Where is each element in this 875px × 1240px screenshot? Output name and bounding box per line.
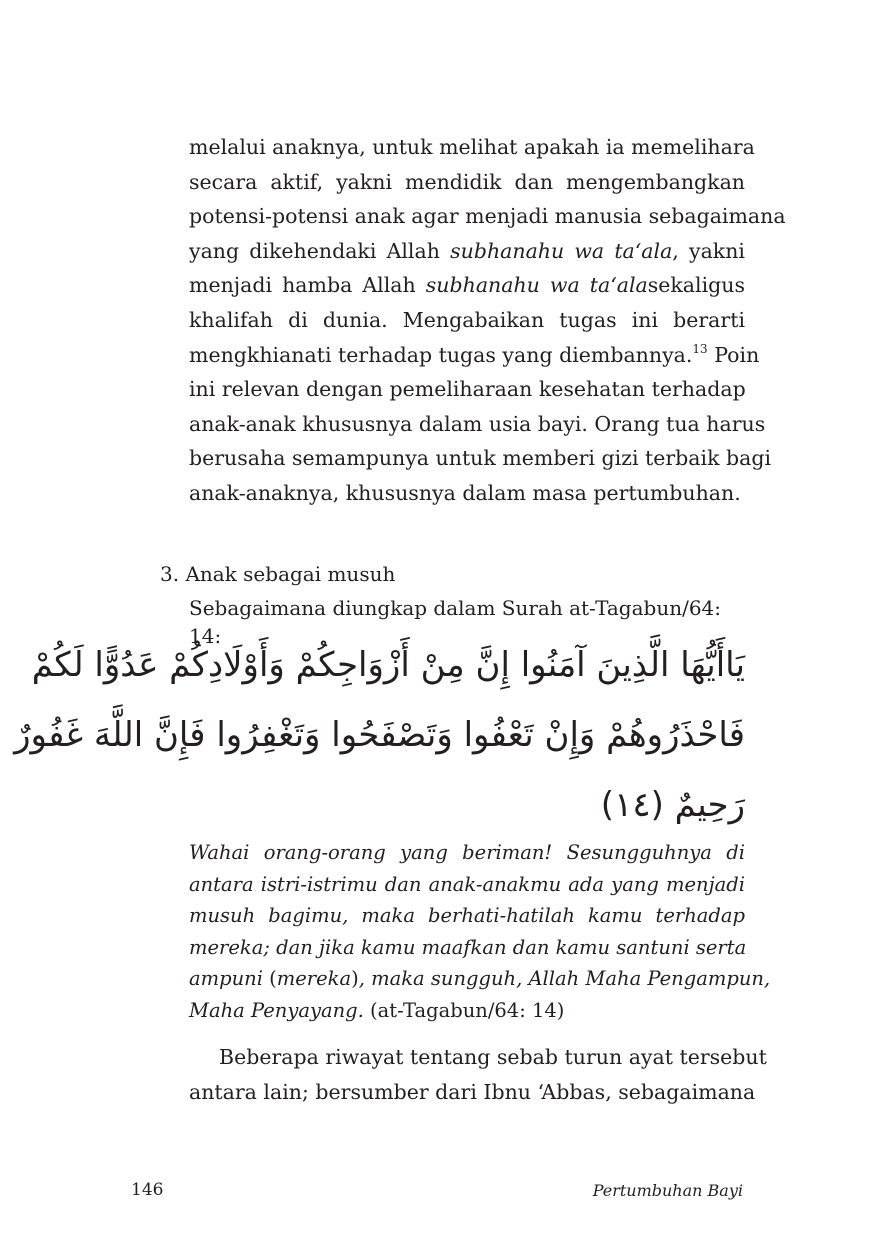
paragraph-line: anak-anaknya, khususnya dalam masa pertumbuhan. <box>189 480 741 505</box>
arabic-line: فَاحْذَرُوهُمْ وَإِنْ تَعْفُوا وَتَصْفَحُوا وَتَغْفِرُوا فَإِنَّ اللَّهَ غَفُورٌ <box>14 715 745 755</box>
translation-line: musuh bagimu, maka berhati-hatilah kamu terhadap <box>189 904 745 927</box>
text-run: yang dikehendaki Allah <box>189 238 451 263</box>
body-paragraph <box>189 130 786 511</box>
paragraph-line: anak-anak khususnya dalam usia bayi. Orang tua harus <box>189 411 766 436</box>
text-run: , yakni <box>672 238 745 263</box>
arabic-line: يَاأَيُّهَا الَّذِينَ آمَنُوا إِنَّ مِنْ أَزْوَاجِكُمْ وَأَوْلَادِكُمْ عَدُوًّا لَكُمْ <box>31 645 745 685</box>
italic-term: subhanahu wa ta‘ala <box>425 273 648 298</box>
next-paragraph <box>189 1040 767 1109</box>
text-run: Maha Penyayang. <box>189 998 364 1022</box>
text-run: ( <box>269 967 277 990</box>
footnote-reference[interactable]: 13 <box>692 341 708 356</box>
paragraph-line: Beberapa riwayat tentang sebab turun ayat tersebut <box>219 1045 767 1069</box>
arabic-line: رَحِيمٌ (١٤) <box>600 785 745 825</box>
paragraph-line: ini relevan dengan pemeliharaan kesehatan terhadap <box>189 377 746 402</box>
translation-line: Wahai orang-orang yang beriman! Sesungguhnya di <box>189 841 745 864</box>
arabic-verse <box>14 630 745 840</box>
paragraph-line <box>189 338 760 373</box>
paragraph-line: melalui anaknya, untuk melihat apakah ia memelihara <box>189 135 755 159</box>
italic-term: subhanahu wa ta‘ala <box>450 238 673 263</box>
paragraph-line <box>189 234 745 269</box>
paragraph-line <box>189 268 745 303</box>
citation: (at-Tagabun/64: 14) <box>363 998 565 1022</box>
text-run: sekaligus <box>647 273 745 298</box>
section-heading: 3. Anak sebagai musuh <box>160 562 396 586</box>
text-run: Poin <box>707 342 760 367</box>
translation-line: mereka; dan jika kamu maafkan dan kamu santuni serta <box>189 935 747 959</box>
verse-translation <box>189 837 771 1026</box>
text-run: ampuni <box>189 967 270 990</box>
paragraph-line: berusaha semampunya untuk memberi gizi terbaik bagi <box>189 446 772 471</box>
translation-line <box>189 995 745 1027</box>
text-run: , maka sungguh, Allah Maha Pengampun, <box>358 967 771 990</box>
running-title: Pertumbuhan Bayi <box>592 1181 743 1200</box>
translation-line: antara istri-istrimu dan anak-anakmu ada yang menjadi <box>189 872 745 896</box>
page-number: 146 <box>131 1180 164 1200</box>
paragraph-line: antara lain; bersumber dari Ibnu ‘Abbas, sebagaimana <box>189 1079 756 1104</box>
paragraph-line: khalifah di dunia. Mengabaikan tugas ini berarti <box>189 307 745 332</box>
paragraph-line: secara aktif, yakni mendidik dan mengembangkan <box>189 169 745 194</box>
text-run: mengkhianati terhadap tugas yang diembannya. <box>189 342 693 367</box>
translation-line <box>189 963 771 995</box>
verse-intro: Sebagaimana diungkap dalam Surah at-Tagabun/64: 14: <box>189 596 722 648</box>
text-run: mereka <box>276 967 352 990</box>
text-run: ) <box>351 967 359 990</box>
paragraph-line: potensi-potensi anak agar menjadi manusia sebagaimana <box>189 204 786 229</box>
text-run: menjadi hamba Allah <box>189 273 426 298</box>
